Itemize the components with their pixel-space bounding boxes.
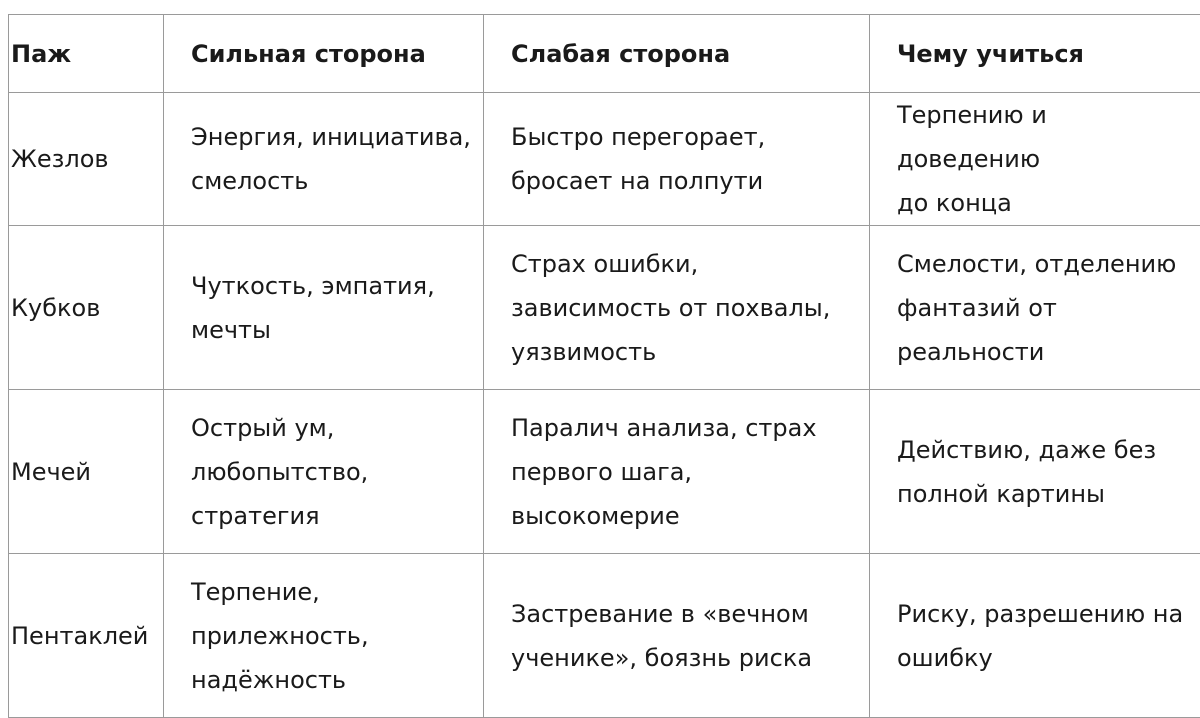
cell-line: полной картины <box>897 472 1194 516</box>
cell-line: Терпению и доведению <box>897 93 1194 181</box>
cell-line: стратегия <box>191 494 477 538</box>
table-row <box>9 93 1200 226</box>
weakness-cell <box>484 554 870 718</box>
table-row <box>9 226 1200 390</box>
table-row <box>9 390 1200 554</box>
cell-line: Энергия, инициатива, <box>191 115 477 159</box>
cell-line: первого шага, <box>511 450 863 494</box>
suit-cell: Жезлов <box>9 93 164 226</box>
cell-line: высокомерие <box>511 494 863 538</box>
cell-line: фантазий от реальности <box>897 286 1194 374</box>
cell-line: Застревание в «вечном <box>511 592 863 636</box>
cell-line: зависимость от похвалы, <box>511 286 863 330</box>
cell-line: Риску, разрешению на <box>897 592 1194 636</box>
cell-line: бросает на полпути <box>511 159 863 203</box>
lesson-cell <box>870 390 1200 554</box>
weakness-cell <box>484 226 870 390</box>
suit-cell: Кубков <box>9 226 164 390</box>
lesson-cell <box>870 93 1200 226</box>
page-table <box>8 14 1200 718</box>
cell-line: мечты <box>191 308 477 352</box>
lesson-cell <box>870 226 1200 390</box>
weakness-cell <box>484 390 870 554</box>
suit-cell: Мечей <box>9 390 164 554</box>
header-lesson: Чему учиться <box>870 15 1200 93</box>
cell-line: Страх ошибки, <box>511 242 863 286</box>
cell-line: любопытство, <box>191 450 477 494</box>
cell-line: Смелости, отделению <box>897 242 1194 286</box>
cell-line: надёжность <box>191 658 477 702</box>
cell-line: смелость <box>191 159 477 203</box>
cell-line: Чуткость, эмпатия, <box>191 264 477 308</box>
strength-cell <box>164 226 484 390</box>
header-page: Паж <box>9 15 164 93</box>
strength-cell <box>164 93 484 226</box>
cell-line: Острый ум, <box>191 406 477 450</box>
cell-line: Действию, даже без <box>897 428 1194 472</box>
cell-line: уязвимость <box>511 330 863 374</box>
cell-line: до конца <box>897 181 1194 225</box>
cell-line: Терпение, <box>191 570 477 614</box>
cell-line: Быстро перегорает, <box>511 115 863 159</box>
header-row <box>9 15 1200 93</box>
table-row <box>9 554 1200 718</box>
cell-line: ошибку <box>897 636 1194 680</box>
strength-cell <box>164 554 484 718</box>
strength-cell <box>164 390 484 554</box>
suit-cell: Пентаклей <box>9 554 164 718</box>
cell-line: прилежность, <box>191 614 477 658</box>
cell-line: Паралич анализа, страх <box>511 406 863 450</box>
header-strength: Сильная сторона <box>164 15 484 93</box>
lesson-cell <box>870 554 1200 718</box>
cell-line: ученике», боязнь риска <box>511 636 863 680</box>
header-weakness: Слабая сторона <box>484 15 870 93</box>
weakness-cell <box>484 93 870 226</box>
